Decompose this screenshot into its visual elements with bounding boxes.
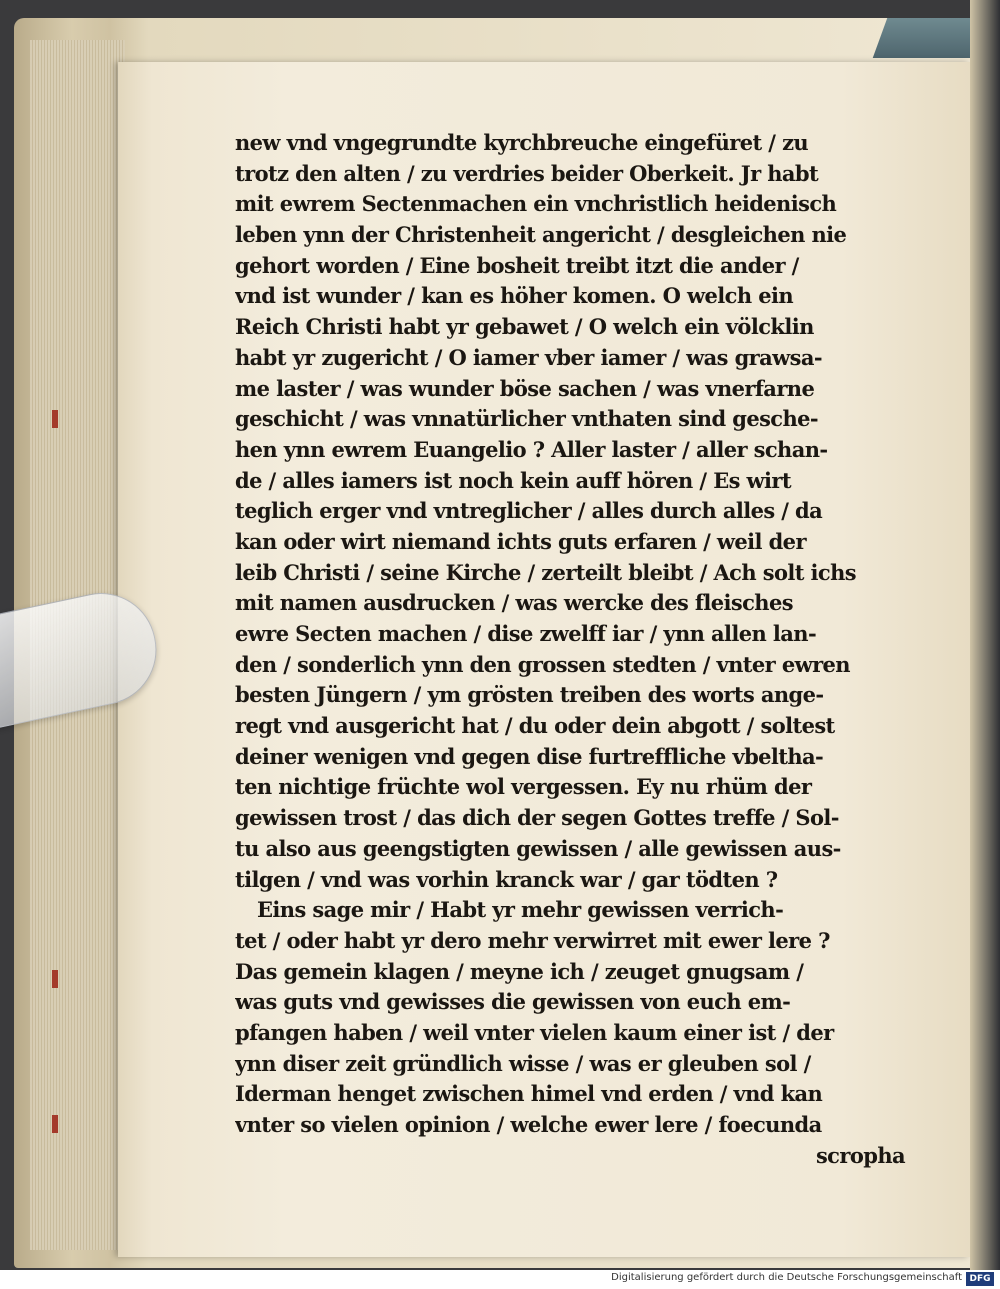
text-line: Reich Christi habt yr gebawet / O welch ein völcklin bbox=[235, 314, 814, 340]
paragraph-start-line: Eins sage mir / Habt yr mehr gewissen verrich- bbox=[257, 897, 784, 923]
catchword: scropha bbox=[815, 1142, 905, 1168]
funding-credit: Digitalisierung gefördert durch die Deutsche Forschungsgemeinschaft bbox=[611, 1272, 962, 1283]
red-edge-mark bbox=[52, 970, 58, 988]
red-edge-mark bbox=[52, 1115, 58, 1133]
text-line: kan oder wirt niemand ichts guts erfaren / weil der bbox=[235, 528, 806, 554]
page-text bbox=[235, 128, 915, 1171]
text-line: was guts vnd gewisses die gewissen von euch em- bbox=[235, 989, 791, 1015]
text-line: besten Jüngern / ym grösten treiben des worts ange- bbox=[235, 682, 824, 708]
text-line: vnd ist wunder / kan es höher komen. O welch ein bbox=[235, 283, 794, 309]
text-line: mit ewrem Sectenmachen ein vnchristlich heidenisch bbox=[235, 191, 837, 217]
text-line: den / sonderlich ynn den grossen stedten / vnter ewren bbox=[235, 651, 850, 677]
red-edge-mark bbox=[52, 410, 58, 428]
text-line: habt yr zugericht / O iamer vber iamer / was grawsa- bbox=[235, 344, 822, 370]
text-line: ewre Secten machen / dise zwelff iar / ynn allen lan- bbox=[235, 621, 817, 646]
text-line: pfangen haben / weil vnter vielen kaum einer ist / der bbox=[235, 1019, 834, 1045]
text-line: tilgen / vnd was vorhin kranck war / gar tödten ? bbox=[235, 866, 778, 892]
text-line: Das gemein klagen / meyne ich / zeuget gnugsam / bbox=[235, 958, 804, 984]
text-line: trotz den alten / zu verdries beider Oberkeit. Jr habt bbox=[235, 160, 819, 186]
book-gutter bbox=[970, 0, 1000, 1270]
text-line: tet / oder habt yr dero mehr verwirret mit ewer lere ? bbox=[235, 927, 830, 953]
dfg-logo-icon: DFG bbox=[966, 1272, 994, 1286]
text-line: mit namen ausdrucken / was wercke des fleisches bbox=[235, 590, 793, 616]
text-line: leib Christi / seine Kirche / zerteilt bleibt / Ach solt ichs bbox=[235, 559, 857, 585]
text-line: hen ynn ewrem Euangelio ? Aller laster / aller schan- bbox=[235, 436, 828, 462]
text-line: ynn diser zeit gründlich wisse / was er gleuben sol / bbox=[235, 1050, 811, 1076]
text-line: leben ynn der Christenheit angericht / desgleichen nie bbox=[235, 222, 847, 248]
text-line: tu also aus geengstigten gewissen / alle gewissen aus- bbox=[235, 835, 841, 861]
text-line: vnter so vielen opinion / welche ewer lere / foecunda bbox=[235, 1112, 822, 1137]
text-line: gehort worden / Eine bosheit treibt itzt die ander / bbox=[235, 252, 799, 278]
text-line: Iderman henget zwischen himel vnd erden / vnd kan bbox=[235, 1081, 823, 1107]
text-line: geschicht / was vnnatürlicher vnthaten sind gesche- bbox=[235, 406, 819, 432]
text-line: me laster / was wunder böse sachen / was vnerfarne bbox=[235, 375, 815, 401]
text-line: regt vnd ausgericht hat / du oder dein abgott / soltest bbox=[235, 713, 835, 739]
text-line: teglich erger vnd vntreglicher / alles durch alles / da bbox=[235, 498, 823, 524]
text-line: new vnd vngegrundte kyrchbreuche eingefüret / zu bbox=[235, 130, 809, 155]
footer-bar bbox=[0, 1270, 1000, 1289]
text-line: de / alles iamers ist noch kein auff hören / Es wirt bbox=[235, 467, 791, 493]
text-line: ten nichtige früchte wol vergessen. Ey nu rhüm der bbox=[235, 774, 812, 800]
text-line: deiner wenigen vnd gegen dise furtreffliche vbeltha- bbox=[235, 743, 824, 769]
text-line: gewissen trost / das dich der segen Gottes treffe / Sol- bbox=[235, 805, 839, 831]
